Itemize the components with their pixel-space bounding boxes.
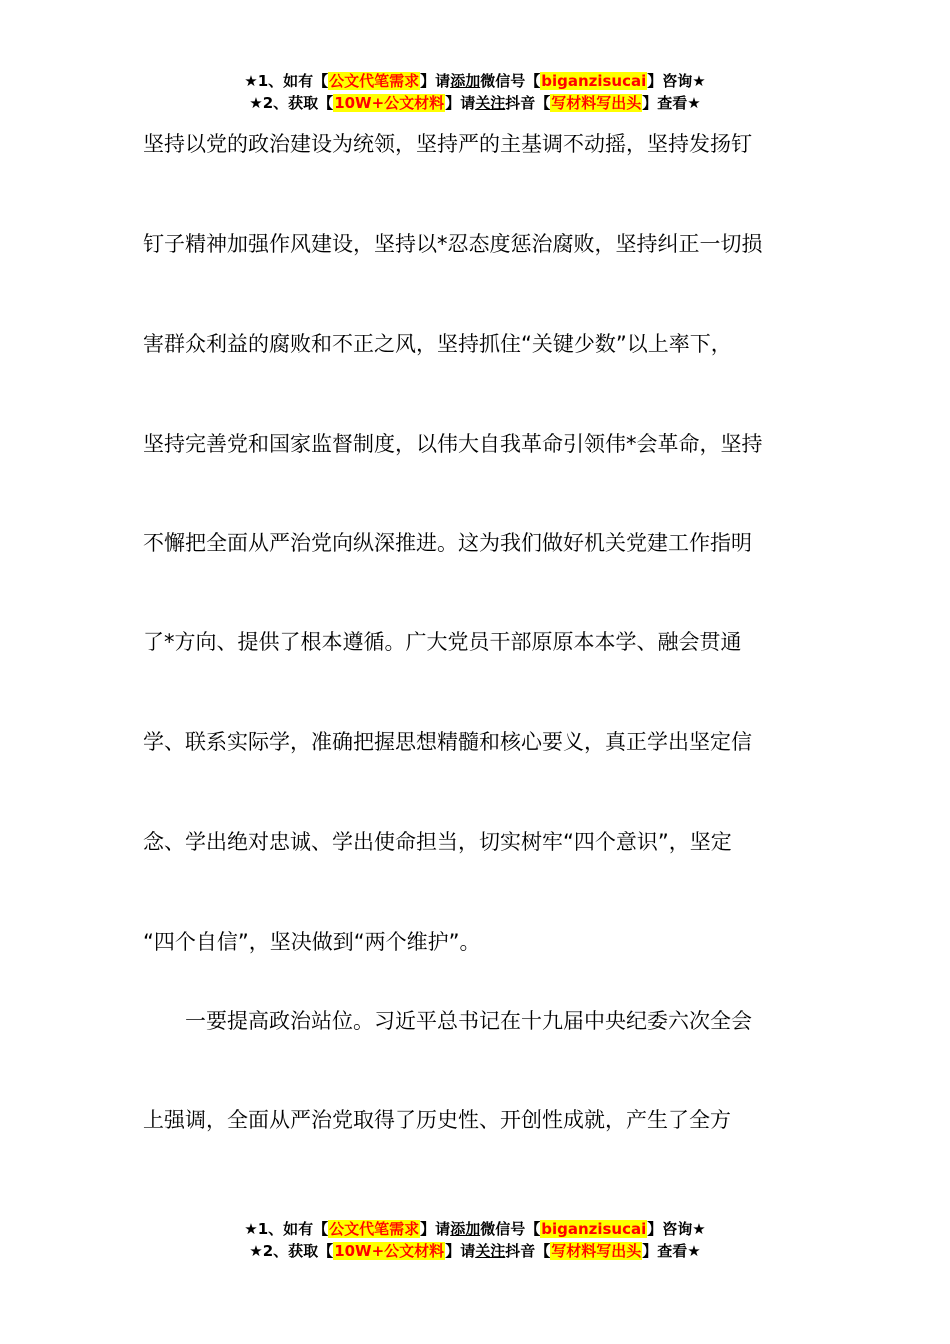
header-banner	[0, 70, 950, 114]
banner-highlight: 10W+公文材料	[334, 1242, 445, 1260]
body-line-6: 了*方向、提供了根本遵循。广大党员干部原原本本学、融会贯通	[143, 630, 742, 654]
banner-wechat-id: biganzisucai	[541, 1220, 647, 1238]
body-line-2: 钉子精神加强作风建设，坚持以*忍态度惩治腐败，坚持纠正一切损	[143, 232, 763, 256]
banner-line-1: ★1、如有【公文代笔需求】请添加微信号【biganzisucai】咨询★	[244, 1220, 706, 1238]
banner-highlight: 10W+公文材料	[334, 94, 445, 112]
body-line-10: 一要提高政治站位。习近平总书记在十九届中央纪委六次全会	[143, 1009, 752, 1033]
banner-line-2: ★2、获取【10W+公文材料】请关注抖音【写材料写出头】查看★	[249, 1242, 701, 1260]
body-line-4: 坚持完善党和国家监督制度，以伟大自我革命引领伟*会革命，坚持	[143, 432, 763, 456]
banner-underline: 添加	[450, 72, 481, 90]
body-line-5: 不懈把全面从严治党向纵深推进。这为我们做好机关党建工作指明	[143, 531, 752, 555]
footer-banner	[0, 1218, 950, 1262]
banner-douyin-name: 写材料写出头	[551, 94, 642, 112]
banner-line-1: ★1、如有【公文代笔需求】请添加微信号【biganzisucai】咨询★	[244, 72, 706, 90]
banner-highlight: 公文代笔需求	[329, 1220, 420, 1238]
body-line-3: 害群众利益的腐败和不正之风，坚持抓住“关键少数”以上率下，	[143, 332, 732, 356]
body-line-1: 坚持以党的政治建设为统领，坚持严的主基调不动摇，坚持发扬钉	[143, 132, 752, 156]
banner-line-2: ★2、获取【10W+公文材料】请关注抖音【写材料写出头】查看★	[249, 94, 701, 112]
banner-douyin-name: 写材料写出头	[551, 1242, 642, 1260]
body-line-9: “四个自信”，坚决做到“两个维护”。	[143, 930, 481, 954]
banner-underline: 关注	[475, 94, 506, 112]
banner-underline: 关注	[475, 1242, 506, 1260]
banner-wechat-id: biganzisucai	[541, 72, 647, 90]
body-line-11: 上强调，全面从严治党取得了历史性、开创性成就，产生了全方	[143, 1108, 731, 1132]
banner-highlight: 公文代笔需求	[329, 72, 420, 90]
banner-underline: 添加	[450, 1220, 481, 1238]
body-line-7: 学、联系实际学，准确把握思想精髓和核心要义，真正学出坚定信	[143, 730, 752, 754]
body-line-8: 念、学出绝对忠诚、学出使命担当，切实树牢“四个意识”，坚定	[143, 830, 732, 854]
